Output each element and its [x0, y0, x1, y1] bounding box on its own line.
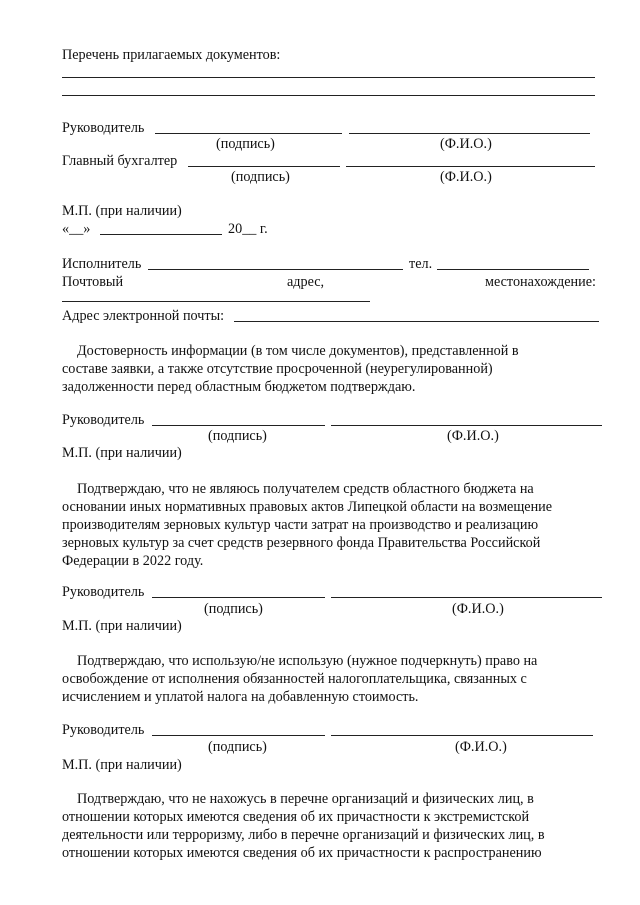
head-signature-line[interactable]	[152, 735, 325, 736]
paragraph-line: Подтверждаю, что использую/не использую (нужное подчеркнуть) право на	[77, 653, 538, 669]
signature-caption: (подпись)	[216, 136, 275, 152]
signature-caption: (подпись)	[231, 169, 290, 185]
fio-caption: (Ф.И.О.)	[455, 739, 507, 755]
tel-label: тел.	[409, 256, 433, 272]
attachments-line-2[interactable]	[62, 95, 595, 96]
paragraph-line: производителям зерновых культур части затрат на производство и реализацию	[62, 517, 539, 533]
head-signature-line[interactable]	[152, 425, 325, 426]
head-fio-line[interactable]	[331, 425, 602, 426]
head-signature-line[interactable]	[155, 133, 342, 134]
postal-word-3: местонахождение:	[485, 274, 596, 290]
fio-caption: (Ф.И.О.)	[440, 136, 492, 152]
head-label: Руководитель	[62, 412, 145, 428]
confirmation-paragraph-4	[62, 790, 603, 862]
executor-line[interactable]	[148, 269, 403, 270]
signature-caption: (подпись)	[208, 428, 267, 444]
executor-label: Исполнитель	[62, 256, 142, 272]
confirmation-paragraph-2	[62, 480, 603, 570]
stamp-label: М.П. (при наличии)	[62, 445, 182, 461]
accountant-label: Главный бухгалтер	[62, 153, 178, 169]
paragraph-line: деятельности или терроризму, либо в перечне организаций и физических лиц, в	[62, 827, 545, 843]
email-label: Адрес электронной почты:	[62, 308, 225, 324]
paragraph-line: отношении которых имеются сведения об их причастности к распространению	[62, 845, 542, 861]
stamp-label: М.П. (при наличии)	[62, 203, 182, 219]
paragraph-line: исчислением и уплатой налога на добавленную стоимость.	[62, 689, 419, 705]
head-fio-line[interactable]	[349, 133, 590, 134]
paragraph-line: Федерации в 2022 году.	[62, 553, 204, 569]
head-fio-line[interactable]	[331, 735, 593, 736]
accountant-signature-line[interactable]	[188, 166, 340, 167]
paragraph-line: Подтверждаю, что не нахожусь в перечне организаций и физических лиц, в	[77, 791, 534, 807]
date-month-line[interactable]	[100, 234, 222, 235]
date-year: 20__ г.	[228, 221, 268, 237]
head-signature-line[interactable]	[152, 597, 325, 598]
head-label: Руководитель	[62, 120, 145, 136]
tel-line[interactable]	[437, 269, 589, 270]
attachments-line-1[interactable]	[62, 77, 595, 78]
fio-caption: (Ф.И.О.)	[447, 428, 499, 444]
paragraph-line: задолженности перед областным бюджетом подтверждаю.	[62, 379, 416, 395]
signature-caption: (подпись)	[208, 739, 267, 755]
paragraph-line: Достоверность информации (в том числе документов), представленной в	[77, 343, 519, 359]
paragraph-line: составе заявки, а также отсутствие просроченной (неурегулированной)	[62, 361, 493, 377]
paragraph-line: Подтверждаю, что не являюсь получателем средств областного бюджета на	[77, 481, 534, 497]
paragraph-line: зерновых культур за счет средств резервного фонда Правительства Российской	[62, 535, 541, 551]
date-day: «__»	[62, 221, 91, 237]
stamp-label: М.П. (при наличии)	[62, 618, 182, 634]
head-fio-line[interactable]	[331, 597, 602, 598]
head-label: Руководитель	[62, 722, 145, 738]
paragraph-line: отношении которых имеются сведения об их причастности к экстремистской	[62, 809, 530, 825]
confirmation-paragraph-1	[62, 342, 603, 396]
accountant-fio-line[interactable]	[346, 166, 595, 167]
paragraph-line: освобождение от исполнения обязанностей налогоплательщика, связанных с	[62, 671, 527, 687]
fio-caption: (Ф.И.О.)	[452, 601, 504, 617]
email-line[interactable]	[234, 321, 599, 322]
confirmation-paragraph-3	[62, 652, 603, 706]
stamp-label: М.П. (при наличии)	[62, 757, 182, 773]
head-label: Руководитель	[62, 584, 145, 600]
postal-word-2: адрес,	[287, 274, 325, 290]
paragraph-line: основании иных нормативных правовых актов Липецкой области на возмещение	[62, 499, 553, 515]
postal-word-1: Почтовый	[62, 274, 124, 290]
fio-caption: (Ф.И.О.)	[440, 169, 492, 185]
attachments-label: Перечень прилагаемых документов:	[62, 47, 281, 63]
postal-address-line[interactable]	[62, 301, 370, 302]
signature-caption: (подпись)	[204, 601, 263, 617]
